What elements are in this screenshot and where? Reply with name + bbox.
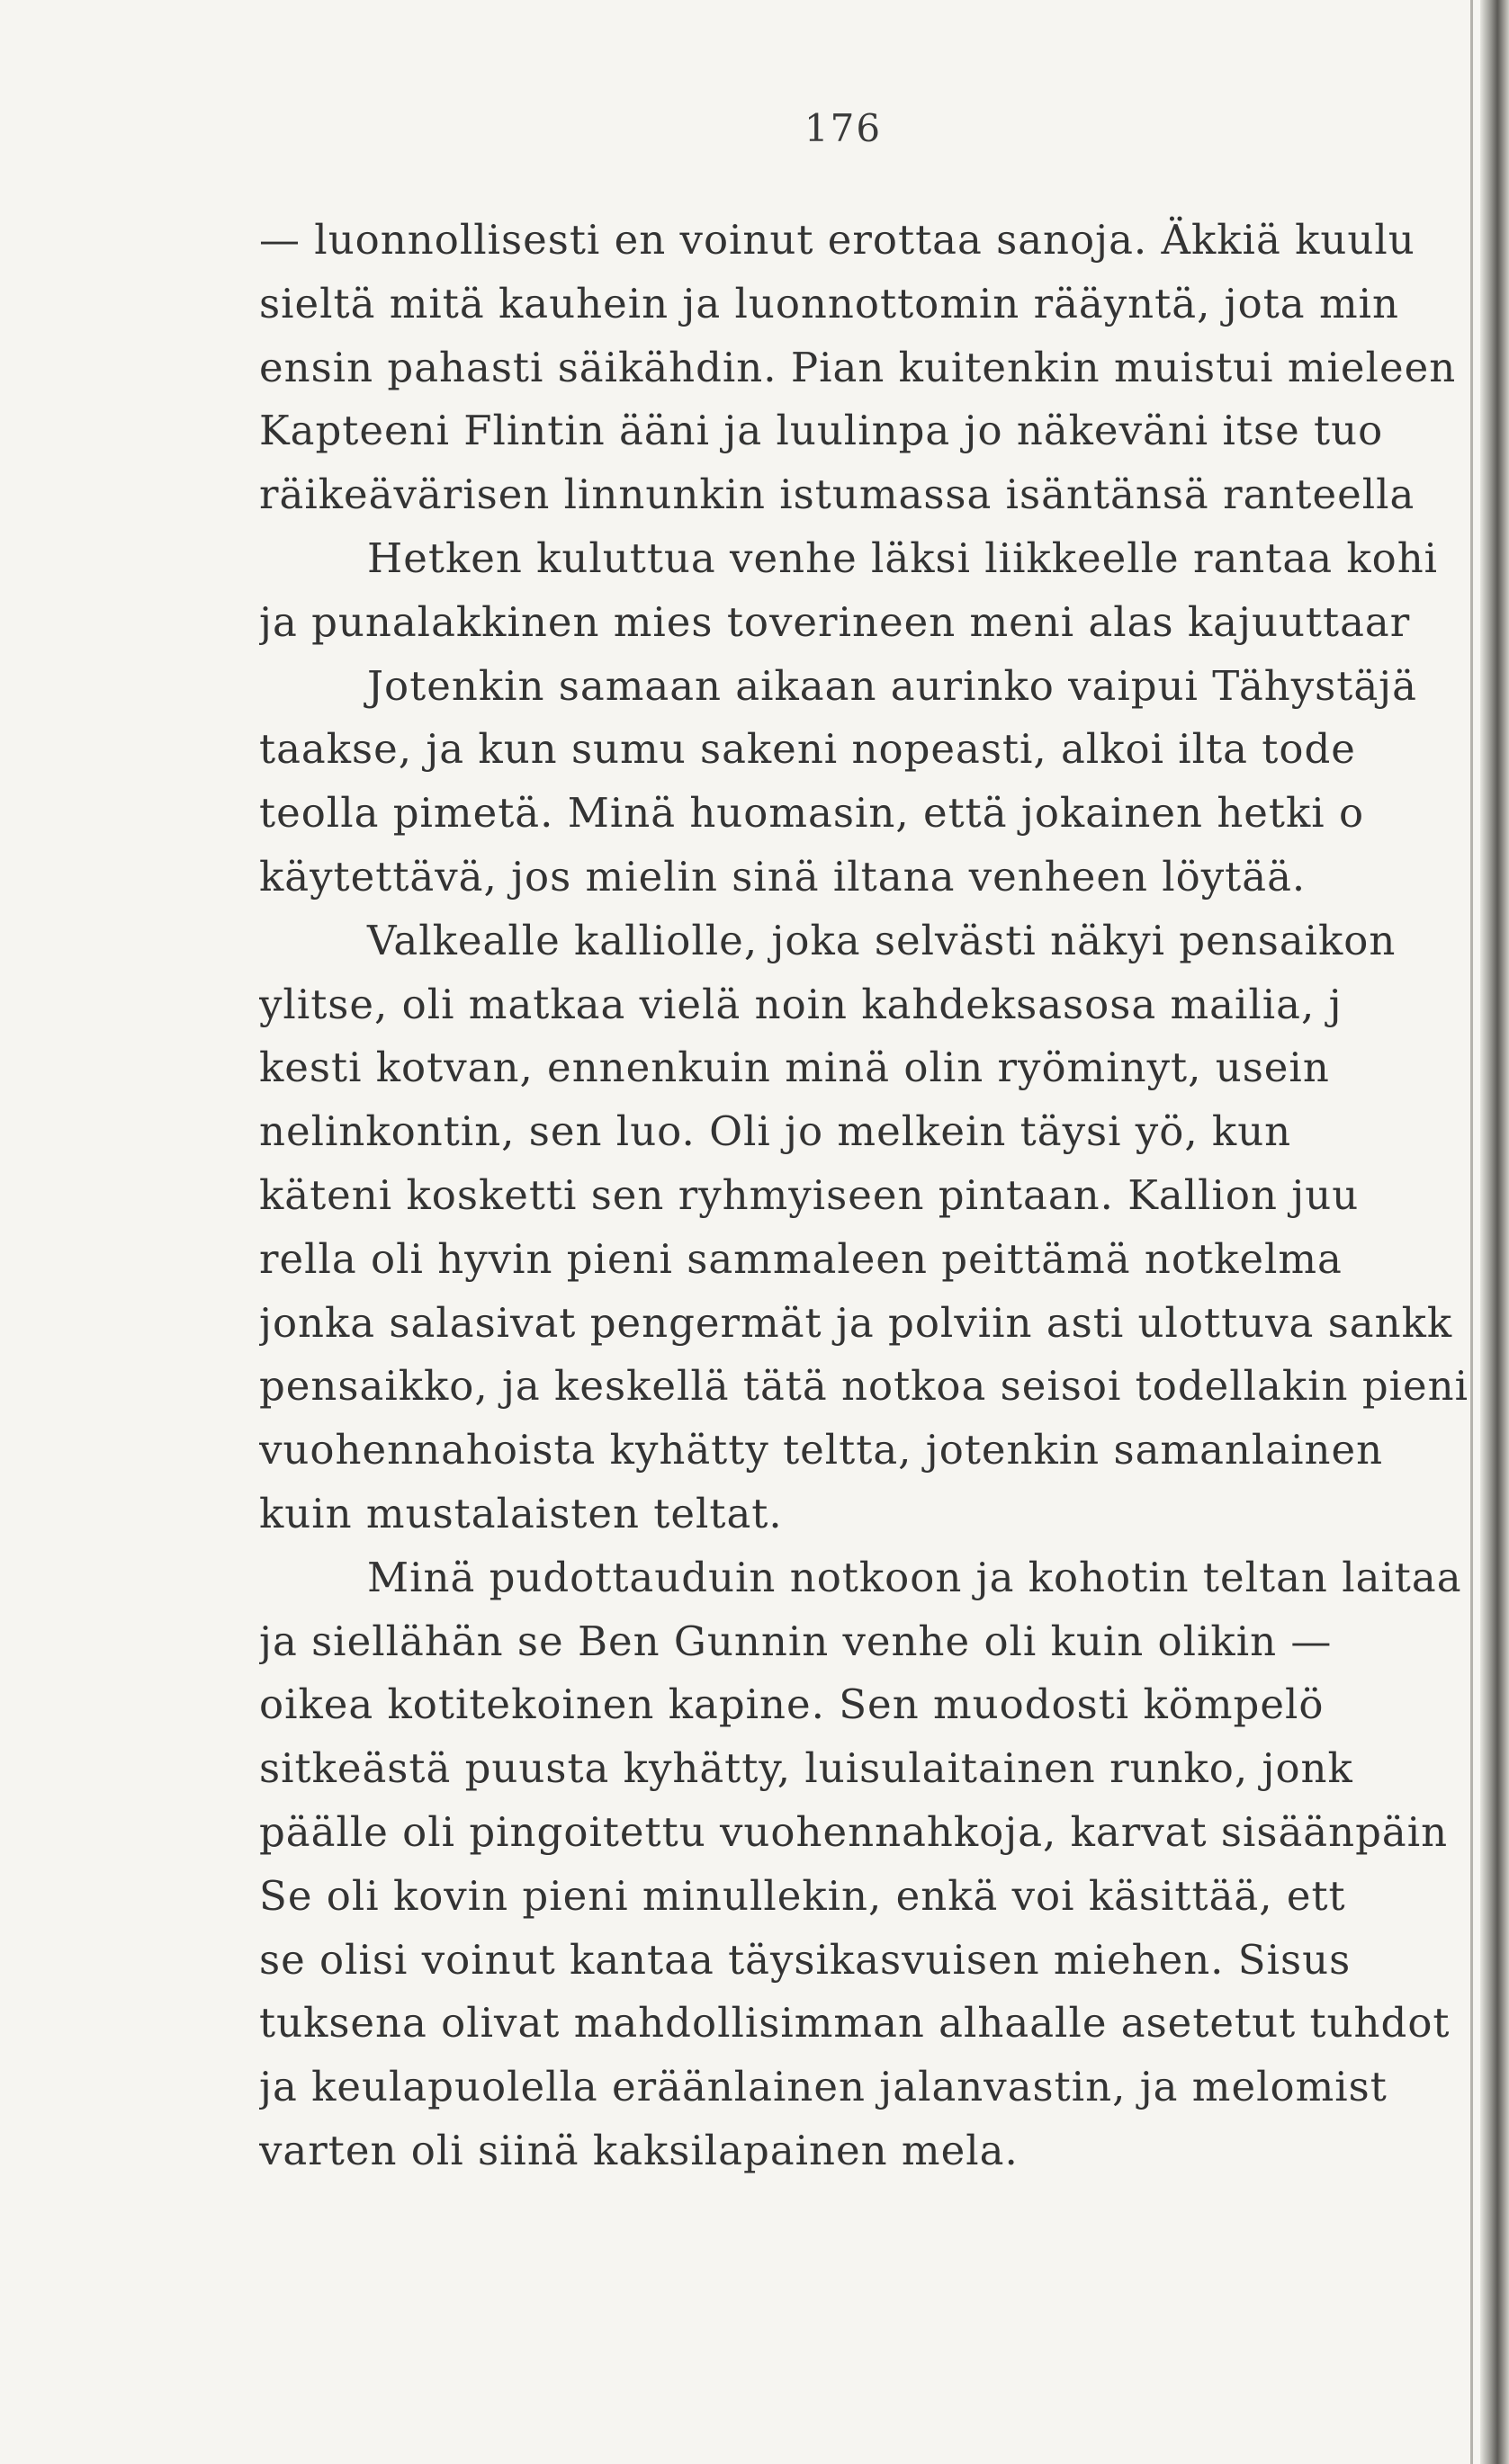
text-line: varten oli siinä kaksilapainen mela.	[259, 2126, 1019, 2174]
text-line: ja siellähän se Ben Gunnin venhe oli kuin olikin —	[259, 1617, 1333, 1665]
text-line: pensaikko, ja keskellä tätä notkoa seisoi todellakin pieni	[259, 1362, 1469, 1411]
paragraph-start-line: Jotenkin samaan aikaan aurinko vaipui Tähystäjä	[367, 661, 1417, 710]
text-line: käteni kosketti sen ryhmyiseen pintaan. Kallion juu	[259, 1170, 1360, 1219]
paragraph-start-line: Valkealle kalliolle, joka selvästi näkyi pensaikon	[367, 916, 1397, 964]
text-line: ja punalakkinen mies toverineen meni alas kajuuttaar	[259, 597, 1411, 646]
text-line: — luonnollisesti en voinut erottaa sanoja. Äkkiä kuulu	[259, 216, 1415, 264]
text-line: kuin mustalaisten teltat.	[259, 1489, 783, 1537]
body-text	[259, 209, 1509, 2183]
text-line: vuohennahoista kyhätty teltta, jotenkin samanlainen	[259, 1426, 1384, 1474]
text-line: räikeävärisen linnunkin istumassa isäntänsä ranteella	[259, 470, 1415, 519]
text-line: taakse, ja kun sumu sakeni nopeasti, alkoi ilta tode	[259, 725, 1356, 774]
text-line: päälle oli pingoitettu vuohennahkoja, karvat sisäänpäin	[259, 1807, 1449, 1856]
paragraph-start-line: Hetken kuluttua venhe läksi liikkeelle rantaa kohi	[367, 533, 1439, 582]
text-line: sieltä mitä kauhein ja luonnottomin rääyntä, jota min	[259, 279, 1399, 327]
text-line: sitkeästä puusta kyhätty, luisulaitainen runko, jonk	[259, 1744, 1353, 1793]
text-line: tuksena olivat mahdollisimman alhaalle asetetut tuhdot	[259, 1999, 1451, 2047]
text-line: käytettävä, jos mielin sinä iltana venheen löytää.	[259, 852, 1307, 900]
text-line: ja keulapuolella eräänlainen jalanvastin, ja melomist	[259, 2063, 1388, 2111]
page-edge-shadow	[1480, 0, 1509, 2464]
text-line: nelinkontin, sen luo. Oli jo melkein täysi yö, kun	[259, 1107, 1292, 1156]
text-line: jonka salasivat pengermät ja polviin asti ulottuva sankk	[259, 1298, 1453, 1347]
text-line: kesti kotvan, ennenkuin minä olin ryöminyt, usein	[259, 1044, 1330, 1092]
text-line: Se oli kovin pieni minullekin, enkä voi käsittää, ett	[259, 1871, 1346, 1920]
text-line: Kapteeni Flintin ääni ja luulinpa jo näkeväni itse tuo	[259, 407, 1384, 455]
text-line: ensin pahasti säikähdin. Pian kuitenkin muistui mieleen	[259, 343, 1457, 391]
text-line: teolla pimetä. Minä huomasin, että jokainen hetki o	[259, 789, 1365, 838]
text-line: oikea kotitekoinen kapine. Sen muodosti kömpelö	[259, 1680, 1325, 1729]
paragraph-start-line: Minä pudottauduin notkoon ja kohotin teltan laitaa	[367, 1553, 1462, 1601]
text-line: se olisi voinut kantaa täysikasvuisen miehen. Sisus	[259, 1935, 1352, 1984]
page-number: 176	[804, 106, 883, 150]
page-gutter-line	[1470, 0, 1473, 2464]
text-line: ylitse, oli matkaa vielä noin kahdeksasosa mailia, j	[259, 980, 1343, 1028]
text-line: rella oli hyvin pieni sammaleen peittämä notkelma	[259, 1234, 1343, 1283]
